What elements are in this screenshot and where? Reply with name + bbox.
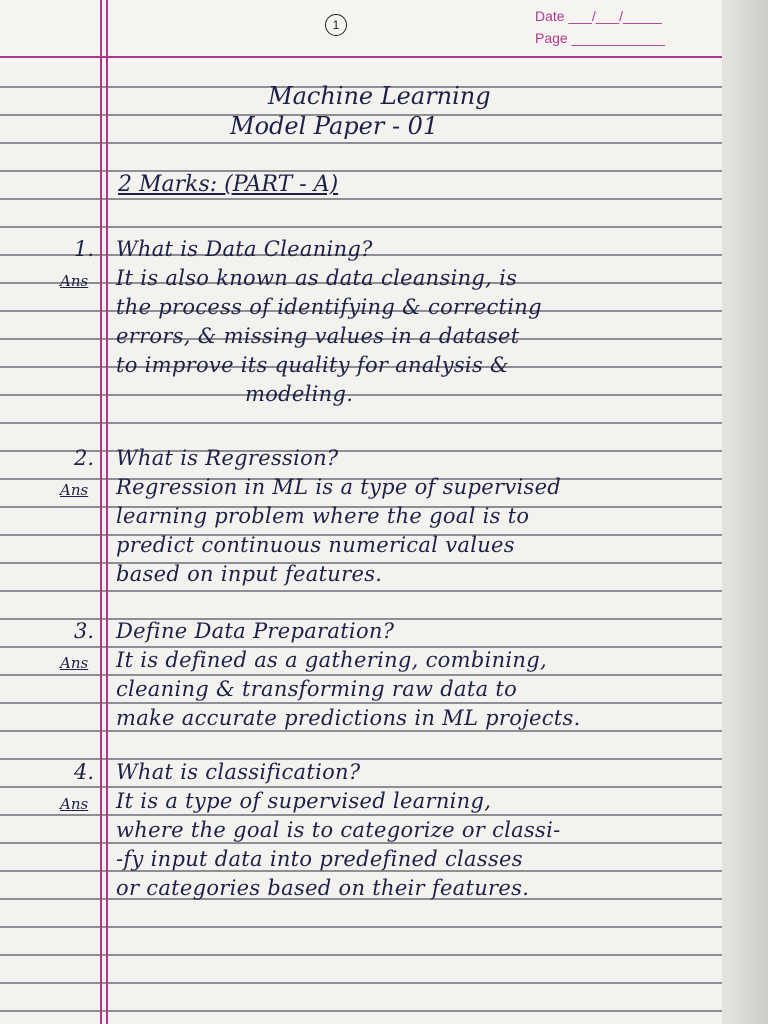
question-number: 4. (74, 760, 95, 784)
header-rule (0, 56, 722, 58)
date-field: Date ___/___/_____ (535, 8, 662, 24)
answer-line: It is also known as data cleansing, is (116, 266, 518, 290)
answer-line: make accurate predictions in ML projects. (116, 706, 581, 730)
answer-label: Ans (60, 272, 89, 290)
answer-label: Ans (60, 795, 89, 813)
answer-line: cleaning & transforming raw data to (116, 677, 518, 701)
answer-line: -fy input data into predefined classes (116, 847, 523, 871)
question-text: What is Data Cleaning? (116, 237, 373, 261)
question-text: Define Data Preparation? (116, 619, 395, 643)
section-heading: 2 Marks: (PART - A) (118, 172, 339, 197)
answer-line: to improve its quality for analysis & (116, 353, 509, 377)
question-number: 3. (74, 619, 95, 643)
answer-line: It is a type of supervised learning, (116, 789, 492, 813)
question-number: 1. (74, 237, 95, 261)
answer-line: predict continuous numerical values (116, 533, 515, 557)
margin-line-right (106, 0, 108, 1024)
answer-line: errors, & missing values in a dataset (116, 324, 520, 348)
page-edge-shadow (722, 0, 768, 1024)
answer-line: or categories based on their features. (116, 876, 530, 900)
answer-line: It is defined as a gathering, combining, (116, 648, 547, 672)
answer-line: Regression in ML is a type of supervised (116, 475, 562, 499)
margin-line-left (100, 0, 102, 1024)
title-line-1: Machine Learning (268, 82, 491, 110)
answer-line: learning problem where the goal is to (116, 504, 530, 528)
answer-line: based on input features. (116, 562, 383, 586)
question-number: 2. (74, 446, 95, 470)
question-text: What is Regression? (116, 446, 339, 470)
page-field: Page ____________ (535, 30, 666, 46)
answer-line: where the goal is to categorize or classi- (116, 818, 561, 842)
answer-line: the process of identifying & correcting (116, 295, 542, 319)
answer-label: Ans (60, 654, 89, 672)
title-line-2: Model Paper - 01 (230, 112, 439, 140)
answer-label: Ans (60, 481, 89, 499)
answer-line: modeling. (245, 382, 354, 406)
question-text: What is classification? (116, 760, 361, 784)
page-number: 1 (325, 14, 347, 36)
